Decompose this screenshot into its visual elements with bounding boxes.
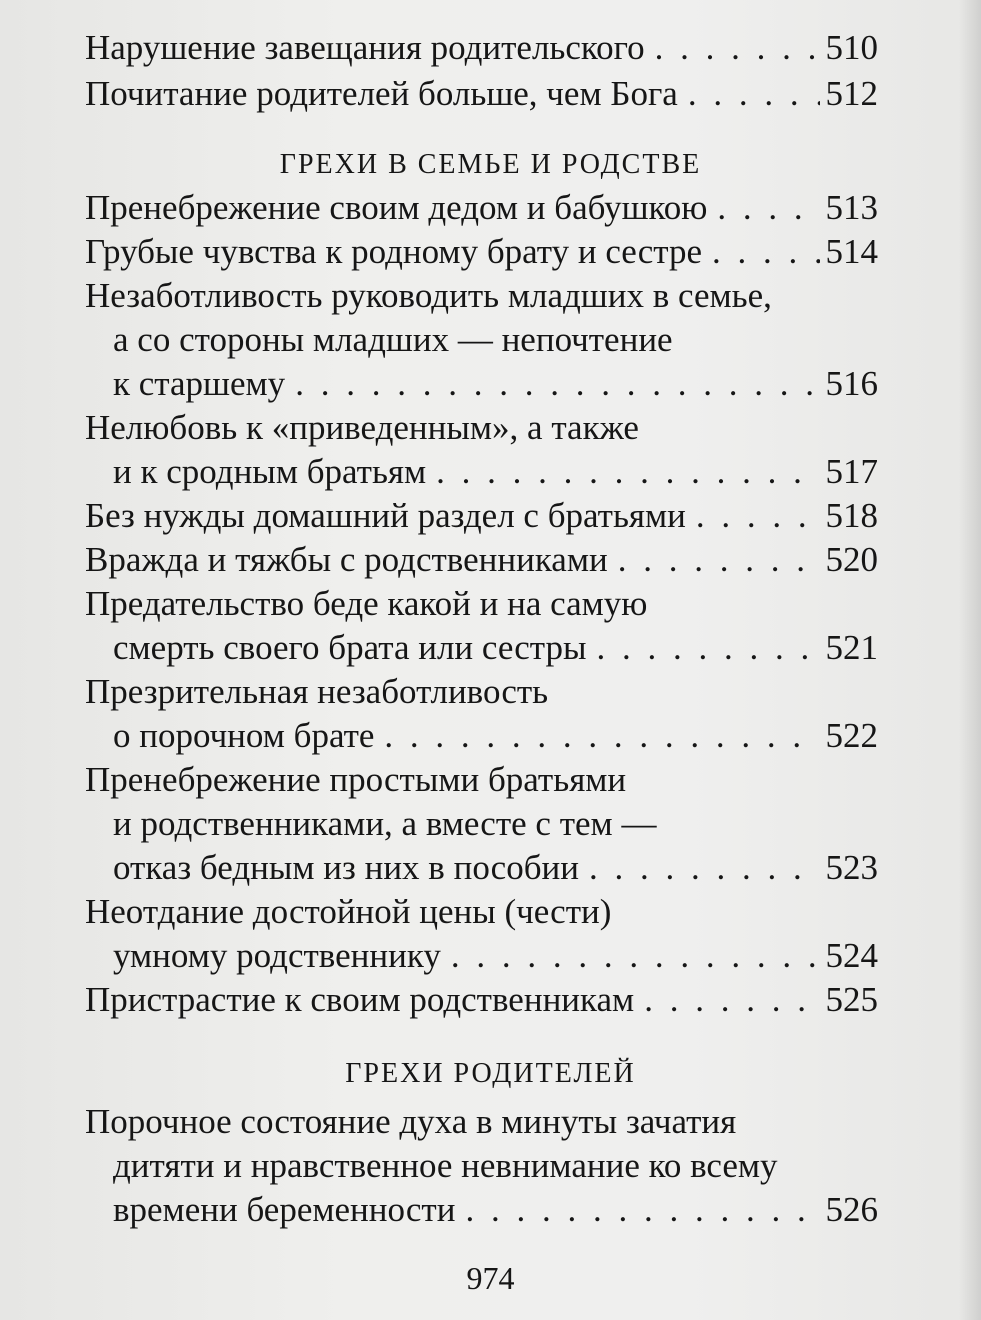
- toc-entry: [85, 230, 878, 274]
- toc-entry: [85, 538, 878, 582]
- toc-entry-line: дитяти и нравственное невнимание ко всему: [113, 1146, 778, 1185]
- dot-leader: [597, 626, 820, 670]
- page-number: 974: [466, 1260, 515, 1296]
- toc-entry-title: Без нужды домашний раздел с братьями: [85, 496, 686, 535]
- toc-entry: [85, 978, 878, 1022]
- toc-entry: [85, 186, 878, 230]
- toc-page-number: 520: [825, 540, 878, 579]
- dot-leader: [589, 846, 820, 890]
- dot-leader: [384, 714, 819, 758]
- toc-entry-title: к старшему: [113, 364, 286, 403]
- toc-entry: [113, 450, 878, 494]
- dot-leader: [688, 72, 820, 116]
- toc-entry-line: Незаботливость руководить младших в семье,: [85, 276, 772, 315]
- toc-page-number: 517: [825, 452, 878, 491]
- toc-entry-title: и к сродным братьям: [113, 452, 427, 491]
- page-edge-shadow: [959, 0, 981, 1320]
- dot-leader: [717, 186, 819, 230]
- toc-entry-line: Нелюбовь к «приведенным», а также: [85, 408, 639, 447]
- toc-entry-line: Предательство беде какой и на самую: [85, 584, 648, 623]
- toc-entry-line: Порочное состояние духа в минуты зачатия: [85, 1102, 737, 1141]
- dot-leader: [644, 978, 819, 1022]
- toc-page-number: 525: [825, 980, 878, 1019]
- toc-entry-title: времени беременности: [113, 1190, 456, 1229]
- toc-entry-title: умному родственнику: [113, 936, 441, 975]
- section-heading-family: ГРЕХИ В СЕМЬЕ И РОДСТВЕ: [279, 149, 702, 180]
- toc-entry-title: Вражда и тяжбы с родственниками: [85, 540, 608, 579]
- toc-entry-line: Пренебрежение простыми братьями: [85, 760, 627, 799]
- toc-page-number: 526: [825, 1190, 878, 1229]
- toc-page-number: 518: [825, 496, 878, 535]
- dot-leader: [696, 494, 820, 538]
- toc-page-number: 516: [825, 364, 878, 403]
- toc-entry: [113, 1188, 878, 1232]
- toc-entry: [113, 714, 878, 758]
- dot-leader: [655, 26, 820, 70]
- toc-page-number: 510: [825, 28, 878, 67]
- toc-entry-title: о порочном брате: [113, 716, 375, 755]
- toc-page-number: 512: [825, 74, 878, 113]
- dot-leader: [451, 934, 820, 978]
- dot-leader: [465, 1188, 819, 1232]
- toc-entry-title: Почитание родителей больше, чем Бога: [85, 74, 678, 113]
- toc-entry-title: отказ бедным из них в пособии: [113, 848, 579, 887]
- dot-leader: [295, 362, 819, 406]
- section-heading-parents: ГРЕХИ РОДИТЕЛЕЙ: [345, 1058, 636, 1089]
- toc-entry-title: смерть своего брата или сестры: [113, 628, 587, 667]
- toc-entry-title: Пристрастие к своим родственникам: [85, 980, 635, 1019]
- toc-page-number: 524: [825, 936, 878, 975]
- toc-entry-line: а со стороны младших — непочтение: [113, 320, 673, 359]
- toc-entry: [113, 626, 878, 670]
- dot-leader: [712, 230, 820, 274]
- toc-entry: [85, 494, 878, 538]
- toc-page-number: 513: [825, 188, 878, 227]
- toc-entry-title: Пренебрежение своим дедом и бабушкою: [85, 188, 708, 227]
- toc-entry-line: Презрительная незаботливость: [85, 672, 549, 711]
- toc-page-number: 521: [825, 628, 878, 667]
- toc-entry: [113, 362, 878, 406]
- dot-leader: [436, 450, 819, 494]
- toc-page-number: 523: [825, 848, 878, 887]
- toc-entry: [113, 846, 878, 890]
- toc-page-number: 522: [825, 716, 878, 755]
- dot-leader: [618, 538, 820, 582]
- toc-entry-line: и родственниками, а вместе с тем —: [113, 804, 657, 843]
- toc-entry: [85, 72, 878, 116]
- toc-entry-line: Неотдание достойной цены (чести): [85, 892, 612, 931]
- toc-page-number: 514: [825, 232, 878, 271]
- toc-entry: [113, 934, 878, 978]
- toc-entry-title: Нарушение завещания родительского: [85, 28, 645, 67]
- toc-entry-title: Грубые чувства к родному брату и сестре: [85, 232, 702, 271]
- toc-entry: [85, 26, 878, 70]
